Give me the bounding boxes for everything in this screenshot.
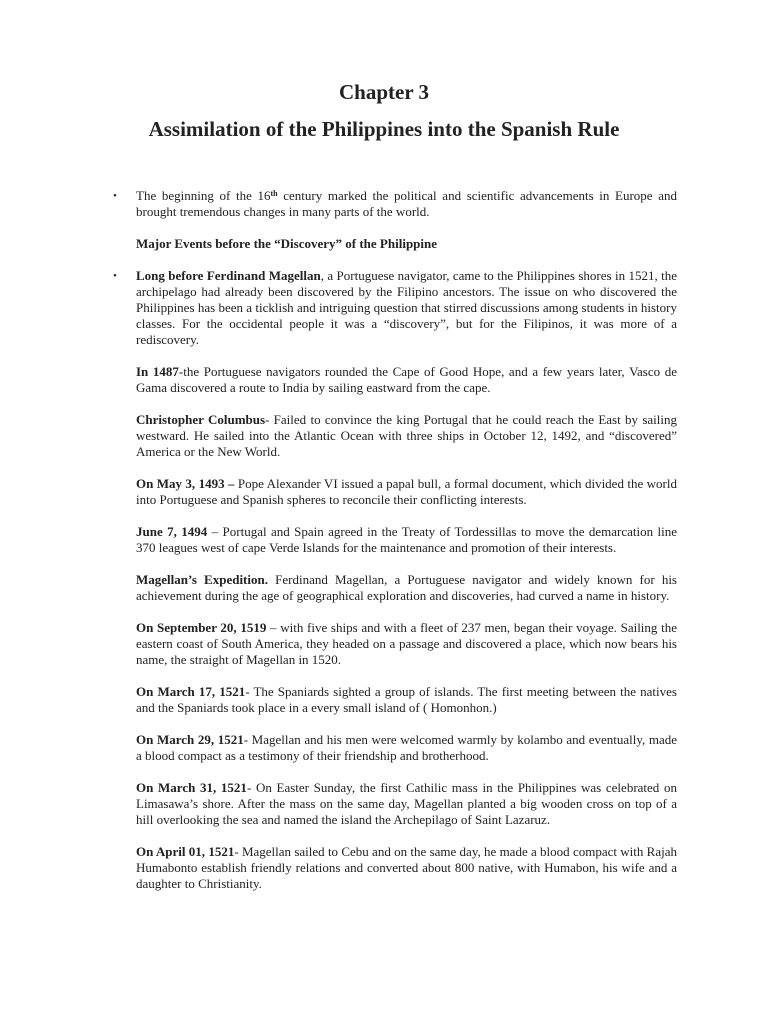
event-lead: On March 17, 1521 — [136, 684, 246, 699]
event-lead: Christopher Columbus — [136, 412, 266, 427]
event-lead: On April 01, 1521 — [136, 844, 235, 859]
intro-text-end: century marked the political and scientific advancements in Europe and brought tremendous changes in many parts of the world. — [136, 188, 677, 219]
document-body — [113, 188, 678, 908]
event-paragraph — [136, 732, 677, 764]
section-subheading: Major Events before the “Discovery” of the Philippine — [136, 236, 438, 251]
event-paragraph — [136, 844, 677, 892]
event-text: - Magellan and his men were welcomed warmly by kolambo and eventually, made a blood compact as a testimony of their friendship and brotherhood. — [136, 732, 677, 763]
event-lead: Magellan’s Expedition. — [136, 572, 268, 587]
event-paragraph — [136, 476, 677, 508]
event-lead: On May 3, 1493 – — [136, 476, 235, 491]
event-text: -the Portuguese navigators rounded the Cape of Good Hope, and a few years later, Vasco de Gama discovered a route to India by sailing eastward from the cape. — [136, 364, 678, 395]
chapter-title: Assimilation of the Philippines into the Spanish Rule — [148, 117, 620, 141]
event-paragraph — [136, 572, 677, 604]
event-text: – with five ships and with a fleet of 237 men, began their voyage. Sailing the eastern coast of South America, they headed on a passage and discovered a place, which now bears his name, the straight of Magellan in 1520. — [136, 620, 677, 667]
event-paragraph — [136, 780, 677, 828]
event-lead: In 1487 — [136, 364, 179, 379]
events-list — [113, 268, 678, 892]
intro-text-start: The beginning of the 16 — [136, 188, 271, 203]
bullet-icon: • — [113, 270, 117, 282]
event-lead: Long before Ferdinand Magellan — [136, 268, 321, 283]
event-text: - Magellan sailed to Cebu and on the same day, he made a blood compact with Rajah Humabonto establish friendly relations and converted about 800 native, with Humabon, his wife and a daughter to Christianity. — [136, 844, 677, 891]
event-lead: June 7, 1494 — [136, 524, 208, 539]
event-text: Pope Alexander VI issued a papal bull, a formal document, which divided the world into Portuguese and Spanish spheres to reconcile their conflicting interests. — [136, 476, 677, 507]
intro-superscript: th — [270, 189, 278, 198]
event-lead: On September 20, 1519 — [136, 620, 267, 635]
event-text: Ferdinand Magellan, a Portuguese navigator and widely known for his achievement during the age of geographical exploration and discoveries, had curved a name in history. — [136, 572, 677, 603]
event-paragraph — [136, 524, 677, 556]
chapter-heading: Chapter 3 — [338, 80, 430, 104]
bullet-icon: • — [113, 190, 117, 202]
event-text: , a Portuguese navigator, came to the Philippines shores in 1521, the archipelago had already been discovered by the Filipino ancestors. The issue on who discovered the Philippines has been a ticklish and intriguing question that stirred discussions among students in history classes. For the occidental people it was a “discovery”, but for the Filipinos, it was more of a rediscovery. — [136, 268, 677, 347]
event-text: - The Spaniards sighted a group of islands. The first meeting between the natives and the Spaniards took place in a every small island of ( Homonhon.) — [136, 684, 677, 715]
event-text: – Portugal and Spain agreed in the Treaty of Tordessillas to move the demarcation line 370 leagues west of cape Verde Islands for the maintenance and promotion of their interests. — [136, 524, 678, 555]
event-paragraph — [136, 412, 677, 460]
event-paragraph — [113, 268, 677, 348]
event-lead: On March 29, 1521 — [136, 732, 244, 747]
event-paragraph — [136, 620, 677, 668]
intro-paragraph — [113, 188, 677, 220]
event-lead: On March 31, 1521 — [136, 780, 247, 795]
event-paragraph — [136, 684, 677, 716]
event-text: - On Easter Sunday, the first Cathilic mass in the Philippines was celebrated on Limasawa’s shore. After the mass on the same day, Magellan planted a big wooden cross on top of a hill overlooking the sea and named the island the Archepilago of Saint Lazaruz. — [136, 780, 677, 827]
event-paragraph — [136, 364, 677, 396]
event-text: - Failed to convince the king Portugal that he could reach the East by sailing westward. He sailed into the Atlantic Ocean with three ships in October 12, 1492, and “discovered” America or the New World. — [136, 412, 677, 459]
